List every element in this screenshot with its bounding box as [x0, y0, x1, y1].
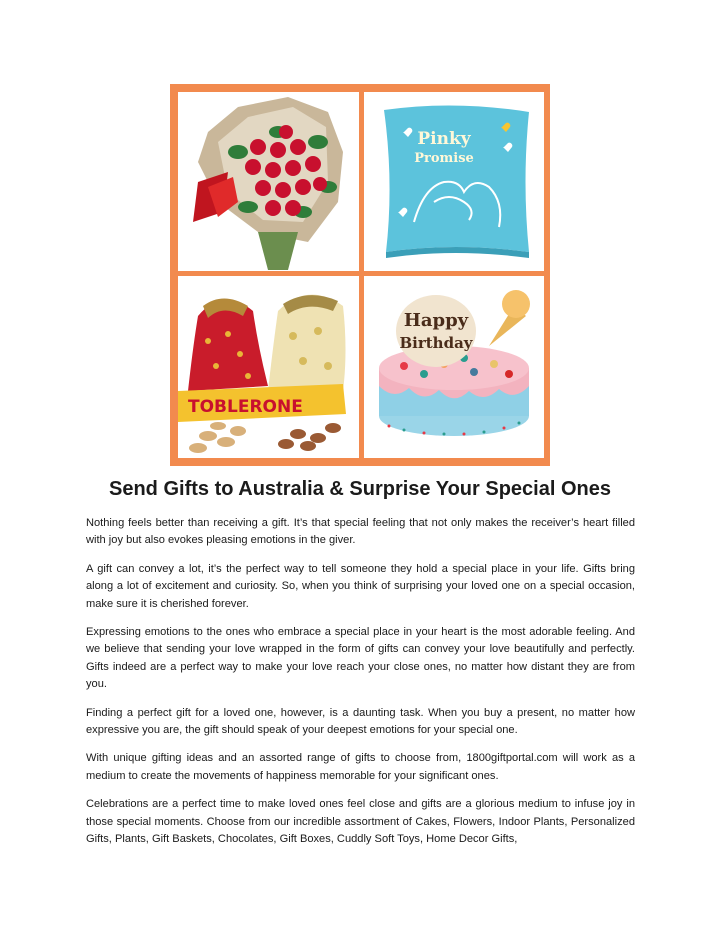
pinky-promise-cushion-image	[364, 92, 544, 271]
paragraph-1: Nothing feels better than receiving a gift. It’s that special feeling that not only makes the receiver’s heart filled with joy but also evokes pleasing emotions in the giver.	[86, 517, 635, 547]
cake-topper-birthday: Birthday	[399, 334, 473, 352]
paragraph-5: With unique gifting ideas and an assorted range of gifts to choose from, 1800giftportal.com will work as a medium to create the movements of happiness memorable for your significant ones.	[86, 752, 635, 782]
paragraph-3: Expressing emotions to the ones who embrace a special place in your heart is the most adorable feeling. And we believe that sending your love wrapped in the form of gifts can convey your love beautifully and perfectly. Gifts indeed are a perfect way to make your love reach your close ones, no matter how distant they are from you.	[86, 626, 635, 691]
birthday-cake-image	[364, 276, 544, 458]
paragraph-2: A gift can convey a lot, it’s the perfect way to tell someone they hold a special place in your life. Gifts bring along a lot of excitement and curiosity. So, when you think of surprising your loved one on a special occasion, make sure it is cherished forever.	[86, 562, 635, 610]
toblerone-brand-text: TOBLERONE	[188, 397, 303, 417]
chocolate-bouquet-image	[178, 92, 359, 271]
article-title: Send Gifts to Australia & Surprise Your Special Ones	[109, 478, 611, 500]
cushion-text-pinky: Pinky	[417, 129, 471, 149]
article-body	[86, 515, 635, 860]
cake-topper-happy: Happy	[403, 310, 469, 331]
toblerone-hamper-image	[178, 276, 359, 458]
paragraph-4: Finding a perfect gift for a loved one, however, is a daunting task. When you buy a present, no matter how expressive you are, the gift should speak of your deepest emotions for your special one.	[86, 706, 635, 737]
paragraph-6: Celebrations are a perfect time to make loved ones feel close and gifts are a glorious medium to infuse joy in those special moments. Choose from our incredible assortment of Cakes, Flowers, Indoor Plants, Personalized Gifts, Plants, Gift Baskets, Chocolates, Gift Boxes, Cuddly Soft Toys, Home Decor Gifts,	[86, 798, 635, 846]
cushion-text-promise: Promise	[414, 151, 474, 166]
gift-collage	[170, 84, 550, 466]
